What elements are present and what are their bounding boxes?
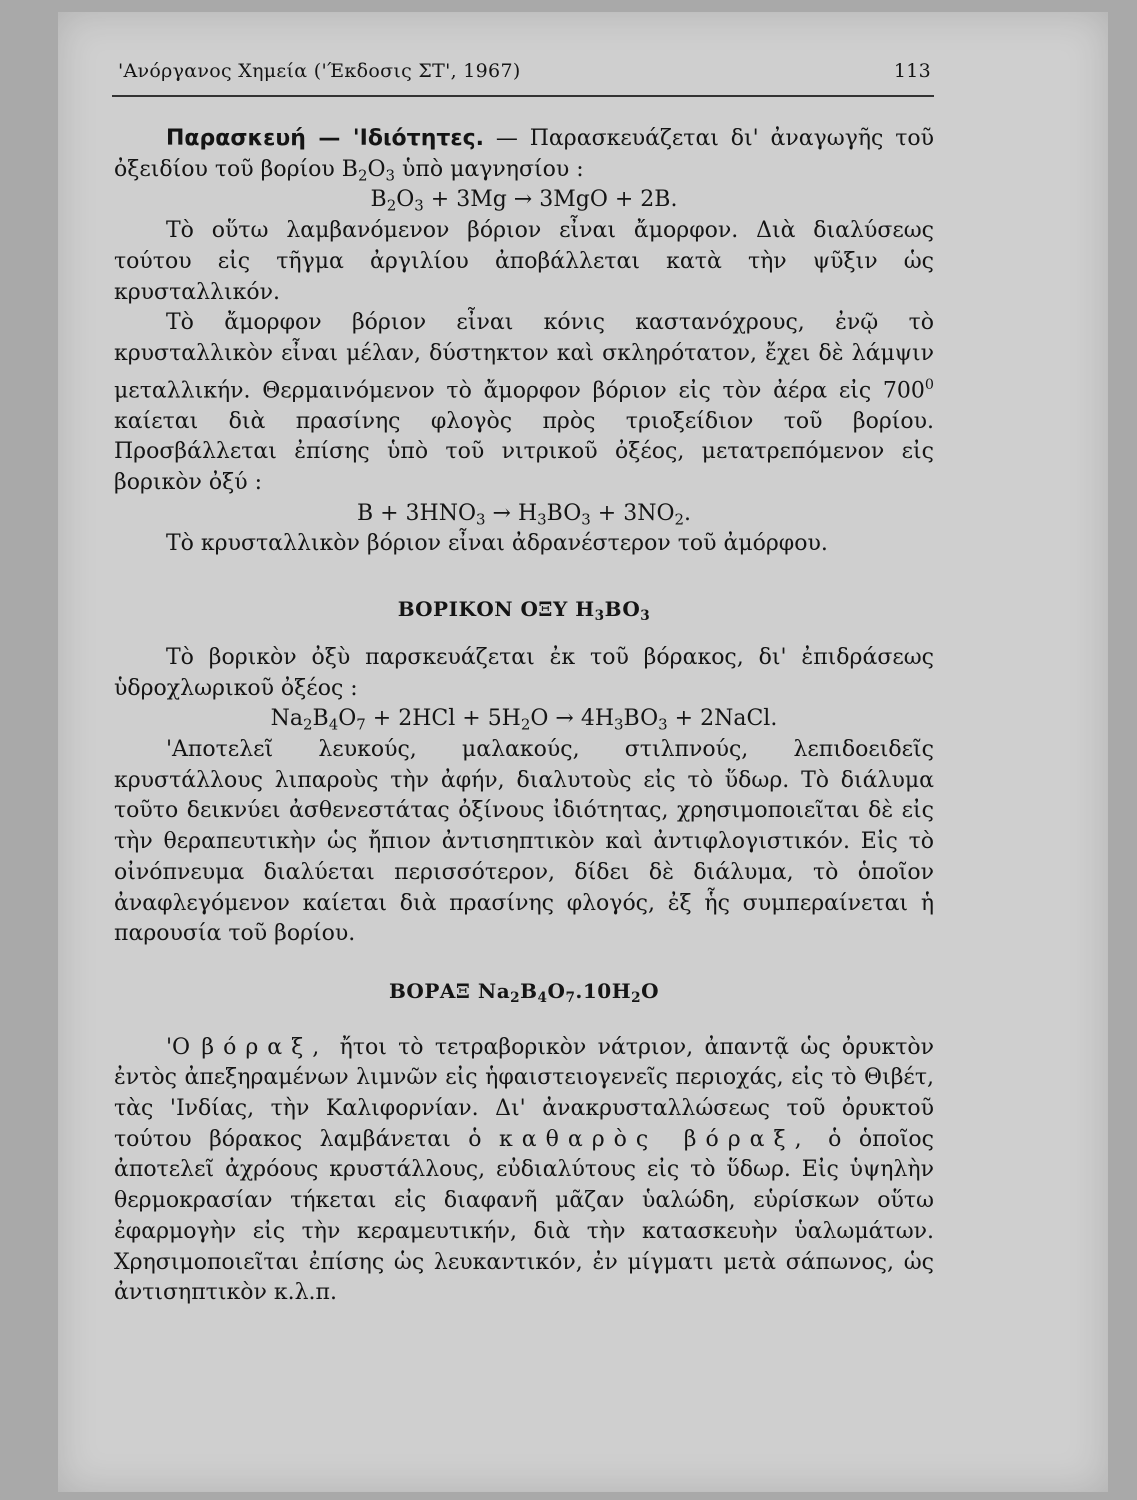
equation-borax-hcl: $Na_2B_4O_7 + 2HCl + 5H_2O \to 4H_3BO_3$ + 2NaCl.: [270, 706, 778, 734]
section-title-boric-acid: ΒΟΡΙΚΟΝ ΟΞΥ $H_3BO_3$: [397, 597, 651, 625]
equation-nitric-acid: $B + 3HNO_3 \to H_3BO_3 + 3NO_2$.: [356, 500, 692, 529]
paragraph-crystalline-boron: Τὸ κρυσταλλικὸν βόριον εἶναι ἀδρανέστερον τοῦ ἀμόρφου.: [166, 531, 828, 557]
body-text: [114, 124, 934, 1309]
paragraph-boric-acid-preparation: Τὸ βορικὸν ὀξὺ παρσκευάζεται ἐκ τοῦ βόρακος, δι' ἐπιδράσεως ὑδροχλωρικοῦ ὀξέος :: [114, 644, 934, 701]
paragraph-amorphous-boron: Τὸ οὕτω λαμβανόμενον βόριον εἶναι ἄμορφον. Διὰ διαλύσεως τούτου εἰς τῆγμα ἀργιλίου ἀποβάλλεται κατὰ τὴν ψῦξιν ὡς κρυσταλλικόν.: [114, 218, 934, 305]
paragraph-boric-acid-properties: 'Αποτελεῖ λευκούς, μαλακούς, στιλπνούς, λεπιδοειδεῖς κρυστάλλους λιπαροὺς τὴν ἀφήν, διαλυτοὺς εἰς τὸ ὕδωρ. Τὸ διάλυμα τοῦτο δεικνύει ἀσθενεστάτας ὀξίνους ἰδιότητας, χρησιμοποιεῖται δὲ εἰς τὴν θεραπευτικὴν ὡς ἤπιον ἀντισηπτικὸν καὶ ἀντιφλογιστικόν. Εἰς τὸ οἰνόπνευμα διαλύεται περισσότερον, δίδει δὲ διάλυμα, τὸ ὁποῖον ἀναφλεγόμενον καίεται διὰ πρασίνης φλογός, ἐξ ἧς συμπεραίνεται ἡ παρουσία τοῦ βορίου.: [114, 736, 934, 947]
equation-boron-oxide-reduction: $B_2O_3 + 3Mg \to 3MgO + 2B$.: [370, 187, 678, 215]
bold-lead: Παρασκευή — 'Ιδιότητες.: [166, 126, 485, 151]
header-rule: [112, 95, 934, 97]
paragraph-borax: 'Ο βόραξ, ἤτοι τὸ τετραβορικὸν νάτριον, ἀπαντᾷ ὡς ὀρυκτὸν ἐντὸς ἀπεξηραμένων λιμνῶν εἰς ἡφαιστειογενεῖς περιοχάς, εἰς τὸ Θιβέτ, τὰς 'Ινδίας, τὴν Καλιφορνίαν. Δι' ἀνακρυσταλλώσεως τοῦ ὀρυκτοῦ τούτου βόρακος λαμβάνεται ὁ καθαρὸς βόραξ, ὁ ὁποῖος ἀποτελεῖ ἀχρόους κρυστάλλους, εὐδιαλύτους εἰς τὸ ὕδωρ. Εἰς ὑψηλὴν θερμοκρασίαν τήκεται εἰς διαφανῆ μᾶζαν ὑαλώδη, εὑρίσκων οὕτω ἐφαρμογὴν εἰς τὴν κεραμευτικήν, διὰ τὴν κατασκευὴν ὑαλωμάτων. Χρησιμοποιεῖται ἐπίσης ὡς λευκαντικόν, ἐν μίγματι μετὰ σάπωνος, ὡς ἀντισηπτικὸν κ.λ.π.: [114, 1034, 935, 1306]
page-number: 113: [893, 60, 931, 82]
section-title-borax: ΒΟΡΑΞ $Na_2B_4O_7.10H_2O$: [389, 978, 659, 1006]
paragraph-preparation: Παρασκευή — 'Ιδιότητες. — Παρασκευάζεται δι' ἀναγωγῆς τοῦ ὀξειδίου τοῦ βορίου $B_2O_3$ ὑπὸ μαγνησίου :: [114, 126, 935, 185]
running-header: [118, 60, 933, 82]
running-title: 'Ανόργανος Χημεία ('Έκδοσις ΣΤ', 1967): [118, 60, 521, 82]
paragraph-boron-properties: Τὸ ἄμορφον βόριον εἶναι κόνις καστανόχρους, ἐνῷ τὸ κρυσταλλικὸν εἶναι μέλαν, δύστηκτον καὶ σκληρότατον, ἔχει δὲ λάμψιν μεταλλικήν. Θερμαινόμενον τὸ ἄμορφον βόριον εἰς τὸν ἀέρα εἰς $700^0$ καίεται διὰ πρασίνης φλογὸς πρὸς τριοξείδιον τοῦ βορίου. Προσβάλλεται ἐπίσης ὑπὸ τοῦ νιτρικοῦ ὀξέος, μετατρεπόμενον εἰς βορικὸν ὀξύ :: [114, 310, 934, 496]
